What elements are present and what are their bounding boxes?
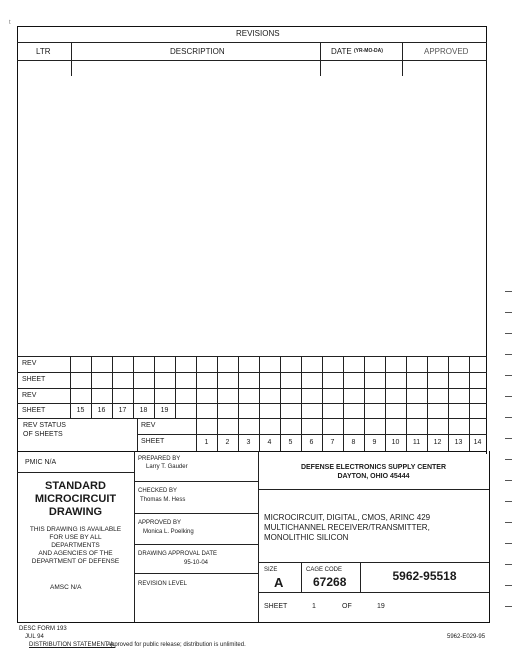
microcircuit-heading: MICROCIRCUIT — [34, 493, 117, 505]
distribution-label: DISTRIBUTION STATEMENT A. — [29, 642, 116, 648]
sheet-number: 17 — [118, 407, 127, 414]
prepared-by-name: Larry T. Gauder — [146, 464, 188, 470]
revision-level-label: REVISION LEVEL — [138, 581, 188, 587]
approved-by-name: Monica L. Poelking — [143, 529, 194, 535]
checked-by-name: Thomas M. Hess — [140, 497, 186, 503]
sheet-total: 19 — [377, 603, 385, 610]
status-sheet-number: 13 — [454, 439, 463, 446]
prepared-by-label: PREPARED BY — [138, 456, 181, 462]
status-sheet-number: 9 — [372, 439, 377, 446]
of-label: OF — [342, 603, 352, 610]
form-date: JUL 94 — [25, 634, 44, 640]
approval-date-label: DRAWING APPROVAL DATE — [138, 551, 218, 557]
status-sheet-number: 3 — [246, 439, 251, 446]
drawing-title-line: MONOLITHIC SILICON — [264, 533, 349, 542]
column-date: DATE — [331, 47, 352, 56]
sheet-number: 16 — [97, 407, 106, 414]
sheet-row-label: SHEET — [22, 376, 46, 383]
status-sheet-label: SHEET — [141, 438, 165, 445]
size-label: SIZE — [264, 567, 278, 573]
availability-line: AND AGENCIES OF THE — [38, 550, 113, 557]
amsc-label: AMSC N/A — [50, 584, 82, 591]
corner-mark: t — [9, 20, 11, 26]
availability-line: DEPARTMENT OF DEFENSE — [31, 558, 120, 565]
status-sheet-number: 4 — [267, 439, 272, 446]
status-sheet-number: 6 — [309, 439, 314, 446]
status-sheet-number: 12 — [433, 439, 442, 446]
column-date-format: (YR-MO-DA) — [354, 48, 383, 54]
drawing-number: 5962-95518 — [392, 569, 457, 583]
size-value: A — [274, 575, 284, 590]
status-sheet-number: 5 — [288, 439, 293, 446]
status-sheet-number: 2 — [225, 439, 230, 446]
sheet-number: 19 — [160, 407, 169, 414]
status-sheet-number: 1 — [204, 439, 209, 446]
status-sheet-number: 11 — [412, 439, 421, 446]
status-sheet-number: 7 — [330, 439, 335, 446]
drawing-title-line: MULTICHANNEL RECEIVER/TRANSMITTER, — [264, 523, 430, 532]
drawing-heading: DRAWING — [48, 506, 103, 518]
agency-name: DEFENSE ELECTRONICS SUPPLY CENTER — [300, 464, 447, 471]
cage-code-value: 67268 — [313, 575, 347, 589]
pmic-label: PMIC N/A — [25, 459, 57, 466]
rev-row-label: REV — [22, 360, 37, 367]
approval-date: 95-10-04 — [184, 560, 209, 566]
approved-by-label: APPROVED BY — [138, 520, 182, 526]
status-sheet-number: 14 — [473, 439, 482, 446]
form-number: DESC FORM 193 — [19, 626, 67, 632]
sheet-value: 1 — [312, 603, 316, 610]
rev-status-label: REV STATUS — [23, 422, 66, 429]
rev-row-label: REV — [22, 392, 37, 399]
cage-code-label: CAGE CODE — [306, 567, 343, 573]
sheet-number: 18 — [139, 407, 148, 414]
distribution-text: Approved for public release; distribution is unlimited. — [107, 642, 246, 648]
sheet-label: SHEET — [264, 603, 288, 610]
column-ltr: LTR — [36, 47, 51, 56]
document-id: 5962-E029-95 — [447, 634, 486, 640]
availability-line: DEPARTMENTS — [51, 542, 100, 549]
sheet-number: 15 — [76, 407, 85, 414]
status-sheet-number: 8 — [351, 439, 356, 446]
drawing-title-line: MICROCIRCUIT, DIGITAL, CMOS, ARINC 429 — [264, 513, 431, 522]
availability-line: THIS DRAWING IS AVAILABLE — [29, 526, 122, 533]
checked-by-label: CHECKED BY — [138, 488, 178, 494]
availability-line: FOR USE BY ALL — [49, 534, 102, 541]
column-approved: APPROVED — [424, 47, 469, 56]
revisions-title: REVISIONS — [236, 29, 280, 38]
standard-heading: STANDARD — [45, 480, 106, 492]
agency-address: DAYTON, OHIO 45444 — [337, 473, 410, 480]
sheet-row-label: SHEET — [22, 407, 46, 414]
of-sheets-label: OF SHEETS — [23, 431, 63, 438]
status-rev-label: REV — [141, 422, 156, 429]
status-sheet-number: 10 — [391, 439, 400, 446]
column-description: DESCRIPTION — [170, 47, 225, 56]
